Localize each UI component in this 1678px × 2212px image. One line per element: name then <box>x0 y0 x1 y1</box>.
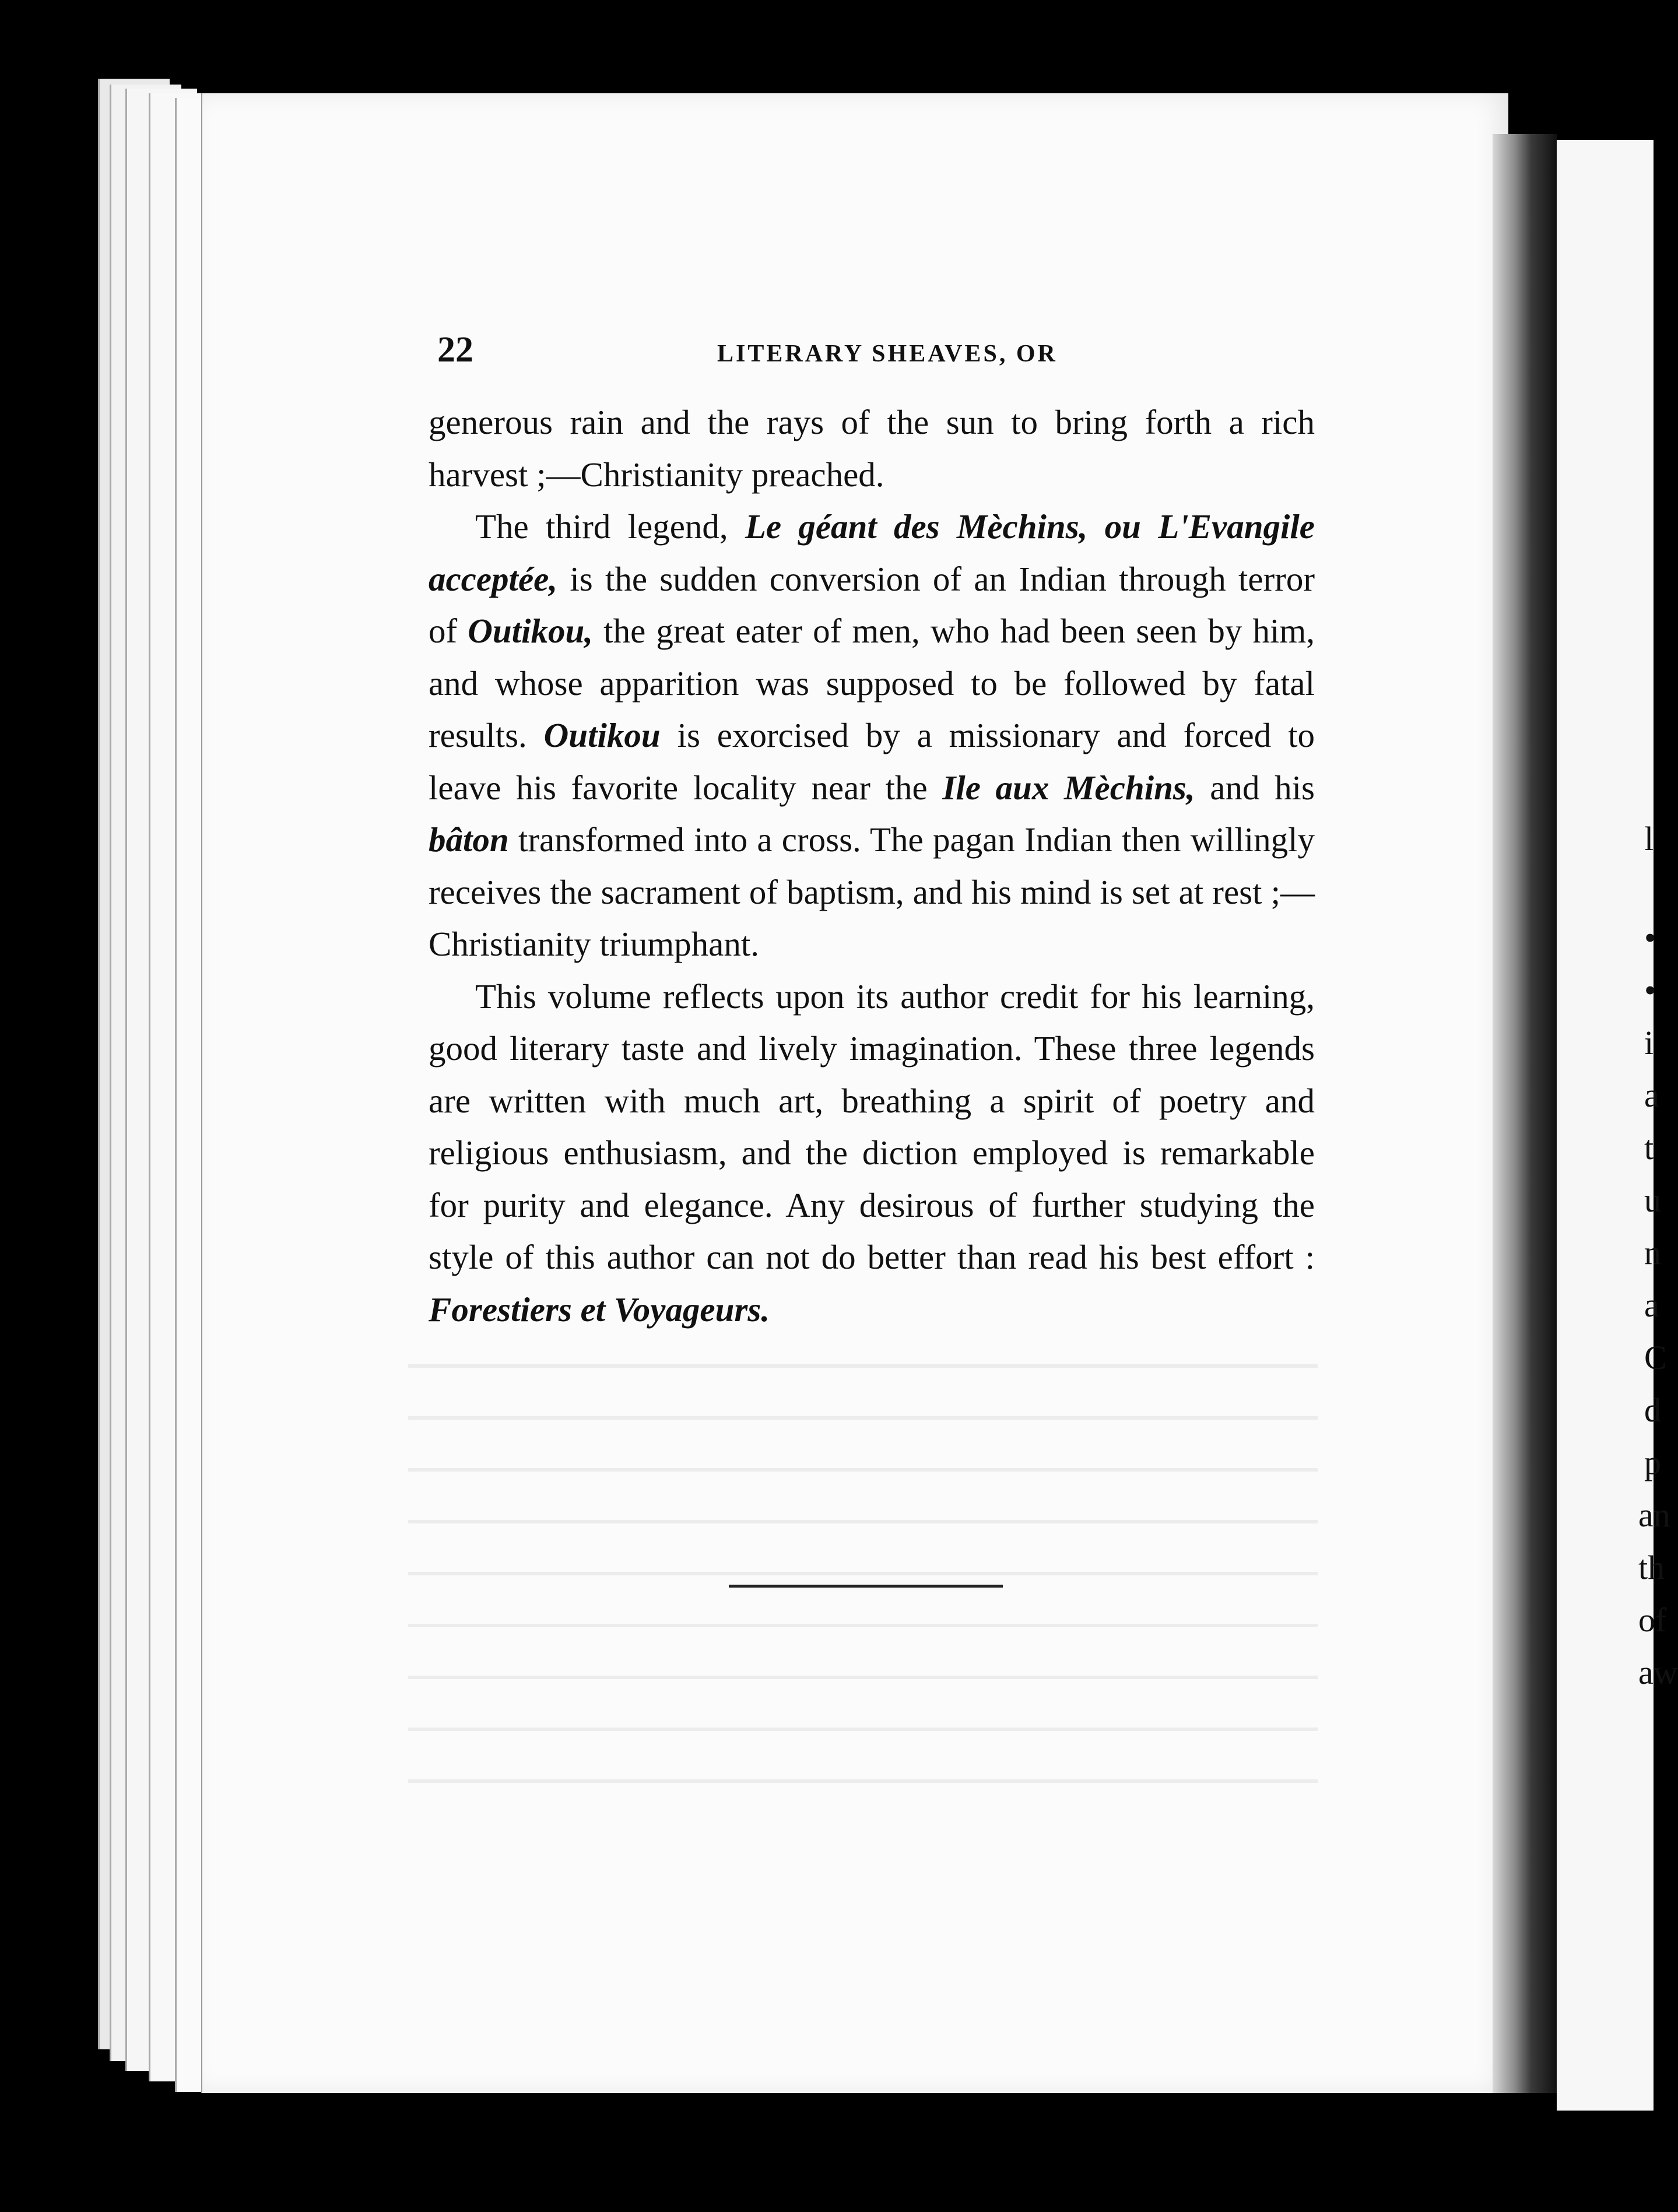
facing-page-fragment: u <box>1644 1181 1661 1219</box>
bleed-through-text <box>408 1329 1318 1796</box>
running-title: LITERARY SHEAVES, OR <box>717 340 1058 367</box>
facing-page-fragment: a <box>1644 1076 1659 1114</box>
facing-page-fragment: C <box>1644 1339 1667 1377</box>
text-run: The third legend, <box>475 507 745 546</box>
italic-text: bâton <box>429 820 509 859</box>
paragraph-p1 <box>429 396 1315 501</box>
paragraph-p3 <box>429 971 1315 1336</box>
facing-page-fragment: an <box>1638 1496 1670 1534</box>
text-run: and his <box>1195 768 1315 807</box>
text-run: is the sudden conversion of an Indian through terror of <box>429 559 1315 650</box>
body-text <box>429 396 1315 1336</box>
facing-page-fragment: • <box>1644 971 1656 1009</box>
facing-page <box>1557 140 1678 2111</box>
section-rule <box>729 1585 1003 1588</box>
facing-page-fragment: aw <box>1638 1653 1678 1691</box>
text-run: is exorcised by a missionary and forced to leave his favorite locality near the <box>429 716 1315 807</box>
italic-text: Forestiers et Voyageurs. <box>429 1290 770 1329</box>
paragraph-p2 <box>429 501 1315 971</box>
facing-page-fragment: of <box>1638 1601 1667 1639</box>
text-run: generous rain and the rays of the sun to bring forth a rich harvest ;—Christianity preached. <box>429 403 1315 494</box>
facing-page-fragment: a <box>1644 1286 1659 1324</box>
italic-text: Le géant des Mèchins, ou L'Evangile acceptée, <box>429 507 1315 598</box>
gutter-shadow <box>1493 134 1557 2093</box>
facing-page-fragment: d <box>1644 1391 1661 1429</box>
facing-page-fragment: p <box>1644 1444 1661 1481</box>
italic-text: Outikou <box>543 716 661 754</box>
running-head <box>437 329 1312 370</box>
facing-page-fragment: th <box>1638 1549 1665 1586</box>
page-number: 22 <box>437 330 473 370</box>
italic-text: Ile aux Mèchins, <box>942 768 1195 807</box>
text-run: the great eater of men, who had been seen by him, and whose apparition was supposed to be followed by fatal results. <box>429 612 1315 754</box>
facing-page-fragment: i <box>1644 1024 1654 1062</box>
facing-page-fragment: • <box>1644 919 1656 957</box>
italic-text: Outikou, <box>468 612 594 650</box>
facing-page-fragment: n <box>1644 1234 1661 1272</box>
facing-page-fragment: t <box>1644 1129 1654 1167</box>
facing-page-fragment: l <box>1644 820 1654 858</box>
text-run: This volume reflects upon its author credit for his learning, good literary taste and lively imagination. These three legends are written with much art, breathing a spirit of poetry and religious enthusiasm, and the diction employed is remarkable for purity and elegance. Any desirous of further studying the style of this author can not do better than read his best effort : <box>429 977 1315 1276</box>
text-run: transformed into a cross. The pagan Indian then willingly receives the sacrament of baptism, and his mind is set at rest ;—Christianity triumphant. <box>429 820 1315 963</box>
